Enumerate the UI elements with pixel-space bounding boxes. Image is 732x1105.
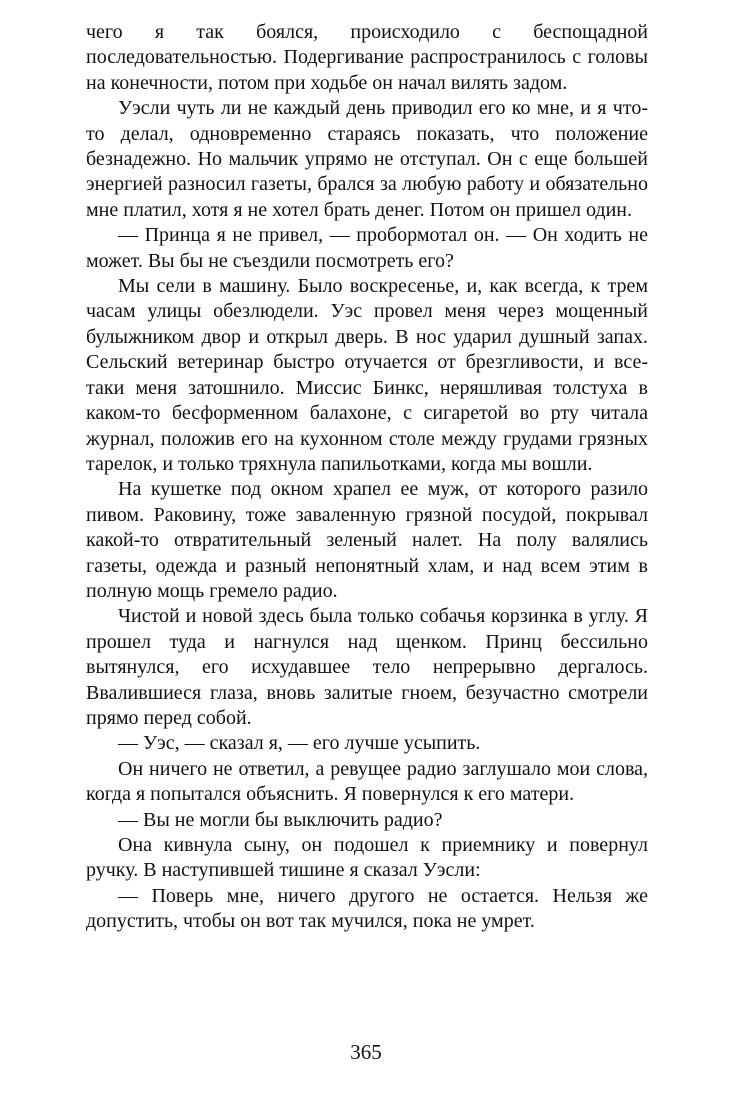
paragraph-8: Он ничего не ответил, а ревущее радио заглушало мои слова, когда я попытался объяснить. Я повернулся к его матери. <box>86 757 648 806</box>
paragraph-9: — Вы не могли бы выключить радио? <box>118 808 443 831</box>
paragraph-6: Чистой и новой здесь была только собачья корзинка в углу. Я прошел туда и нагнулся над щенком. Принц бессильно вытянулся, его исхудавшее тело непрерывно дергалось. Ввалившиеся глаза, вновь залитые гноем, безучастно смотрели прямо перед собой. <box>86 605 648 729</box>
page-text <box>86 20 648 935</box>
paragraph-11: — Поверь мне, ничего другого не остается. Нельзя же допустить, чтобы он вот так мучился, пока не умрет. <box>86 884 648 933</box>
paragraph-10: Она кивнула сыну, он подошел к приемнику и повернул ручку. В наступившей тишине я сказал Уэсли: <box>86 834 648 882</box>
paragraph-1: чего я так боялся, происходило с беспощадной последовательностью. Подергивание распространилось с головы на конечности, потом при ходьбе он начал вилять задом. <box>86 21 648 94</box>
paragraph-4: Мы сели в машину. Было воскресенье, и, как всегда, к трем часам улицы обезлюдели. Уэс провел меня через мощенный булыжником двор и открыл дверь. В нос ударил душный запах. Сельский ветеринар быстро отучается от брезгливости, и все-таки меня затошнило. Миссис Бинкс, неряшливая толстуха в каком-то бесформенном балахоне, с сигаретой во рту читала журнал, положив его на кухонном столе между грудами грязных тарелок, и только тряхнула папильотками, когда мы вошли. <box>86 275 648 475</box>
paragraph-5: На кушетке под окном храпел ее муж, от которого разило пивом. Раковину, тоже заваленную грязной посудой, покрывал какой-то отвратительный зеленый налет. На полу валялись газеты, одежда и разный непонятный хлам, и над всем этим в полную мощь гремело радио. <box>86 478 648 602</box>
paragraph-2: Уэсли чуть ли не каждый день приводил его ко мне, и я что-то делал, одновременно стараясь показать, что положение безнадежно. Но мальчик упрямо не отступал. Он с еще большей энергией разносил газеты, брался за любую работу и обязательно мне платил, хотя я не хотел брать денег. Потом он пришел один. <box>86 97 648 221</box>
page-number: 365 <box>350 1040 382 1064</box>
paragraph-3: — Принца я не привел, — пробормотал он. — Он ходить не может. Вы бы не съездили посмотреть его? <box>86 224 648 272</box>
paragraph-7: — Уэс, — сказал я, — его лучше усыпить. <box>118 732 481 755</box>
